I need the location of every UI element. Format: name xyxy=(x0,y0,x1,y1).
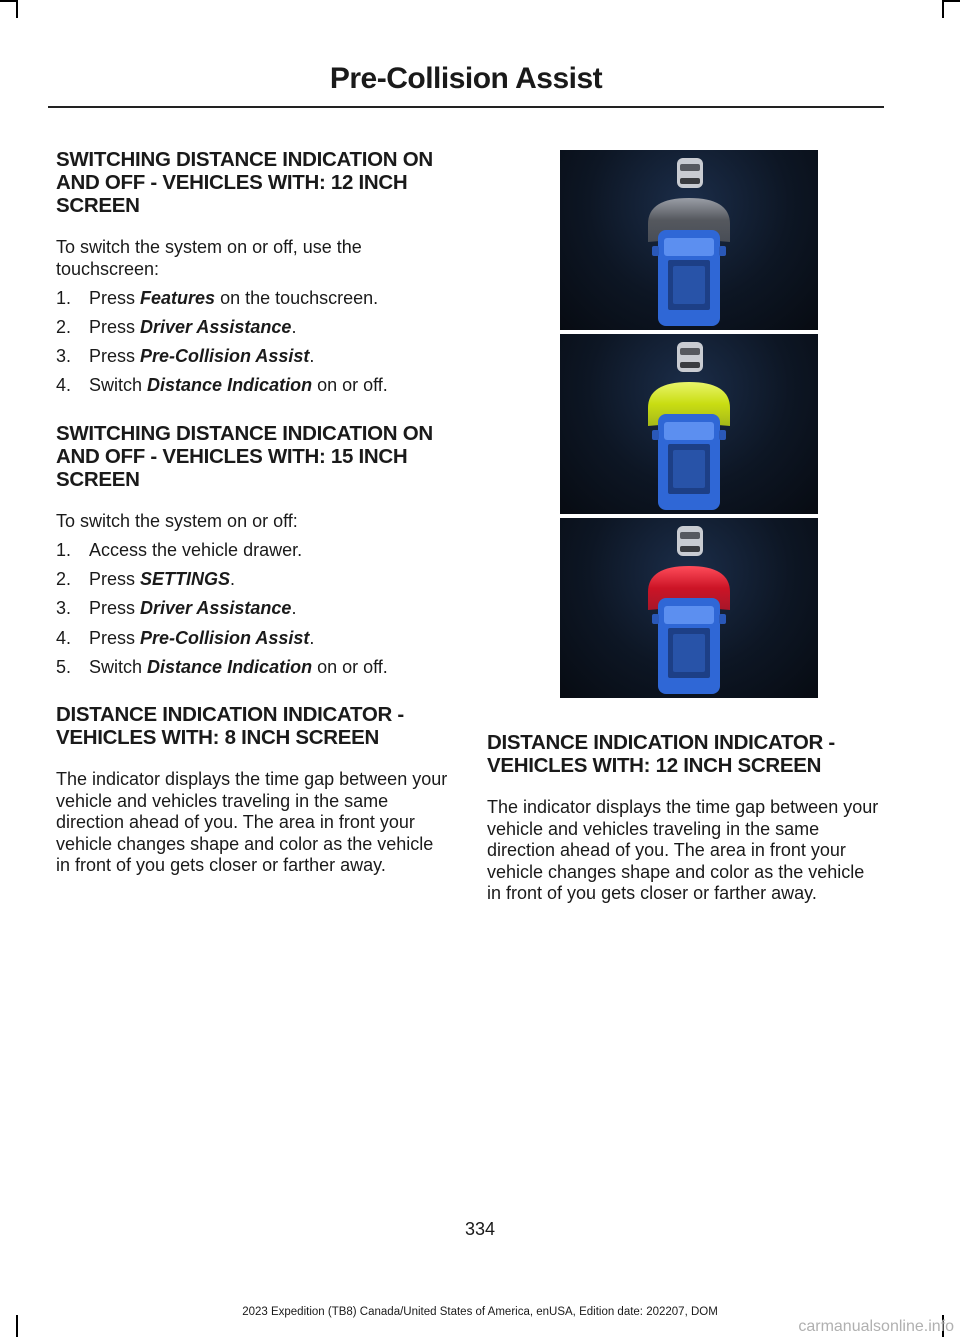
right-column xyxy=(487,731,881,930)
step-text-plain: . xyxy=(230,569,236,590)
step-text-plain: Press xyxy=(89,317,141,338)
step-text xyxy=(89,346,314,368)
step-control-name: Distance Indication xyxy=(147,656,313,677)
step-control-name: Distance Indication xyxy=(147,375,313,396)
watermark: carmanualsonline.info xyxy=(798,1318,954,1335)
section-heading: DISTANCE INDICATION INDICATOR - VEHICLES WITH: 8 INCH SCREEN xyxy=(56,703,404,750)
step-text xyxy=(89,628,314,650)
step-text-plain: on or off. xyxy=(312,375,388,396)
steps-list xyxy=(56,540,448,678)
section-heading: SWITCHING DISTANCE INDICATION ON AND OFF - VEHICLES WITH: 12 INCH SCREEN xyxy=(56,148,433,217)
section-intro: To switch the system on or off: xyxy=(56,510,298,531)
step-text xyxy=(89,540,302,562)
step-text-plain: Press xyxy=(89,627,141,648)
own-vehicle xyxy=(652,598,726,694)
step-text-plain: Access the vehicle drawer. xyxy=(89,540,303,561)
crop-mark xyxy=(942,0,944,18)
truck-illustration xyxy=(560,150,818,330)
step-text-plain: . xyxy=(309,346,315,367)
truck-illustration xyxy=(560,518,818,698)
page-number: 334 xyxy=(464,1219,496,1239)
section-12-inch-switching xyxy=(56,148,448,397)
page-footer: 2023 Expedition (TB8) Canada/United States of America, enUSA, Edition date: 202207, DOM xyxy=(242,1306,718,1318)
own-vehicle xyxy=(652,230,726,326)
step-number: 2. xyxy=(56,317,72,338)
step-item xyxy=(56,317,448,339)
step-number: 1. xyxy=(56,288,72,308)
step-item xyxy=(56,628,448,650)
page-title: Pre-Collision Assist xyxy=(329,62,603,95)
step-text xyxy=(89,657,388,679)
distance-indication-figure-gray xyxy=(560,150,818,330)
crop-mark xyxy=(16,1315,18,1337)
step-item xyxy=(56,540,448,562)
step-text-plain: Switch xyxy=(89,656,148,677)
step-control-name: Pre-Collision Assist xyxy=(140,346,310,367)
lead-vehicle xyxy=(677,158,703,188)
crop-mark xyxy=(16,0,18,18)
step-control-name: Features xyxy=(140,288,216,308)
step-item xyxy=(56,288,448,310)
step-text xyxy=(89,288,378,310)
section-heading: DISTANCE INDICATION INDICATOR - VEHICLES WITH: 12 INCH SCREEN xyxy=(487,731,835,777)
left-column xyxy=(56,148,448,902)
step-control-name: SETTINGS xyxy=(140,569,231,590)
step-item xyxy=(56,569,448,591)
step-text-plain: on or off. xyxy=(312,656,388,677)
page-header xyxy=(48,62,884,108)
truck-illustration xyxy=(560,334,818,514)
step-text-plain: on the touchscreen. xyxy=(215,288,379,308)
step-text-plain: Press xyxy=(89,288,141,308)
distance-indication-figure-red xyxy=(560,518,818,698)
steps-list xyxy=(56,288,448,397)
step-control-name: Driver Assistance xyxy=(140,317,292,338)
section-8-inch-indicator xyxy=(56,703,448,877)
lead-vehicle xyxy=(677,526,703,556)
distance-indication-figure-yellow xyxy=(560,334,818,514)
step-number: 4. xyxy=(56,627,72,648)
crop-mark xyxy=(942,0,960,2)
step-text xyxy=(89,569,235,591)
section-intro: To switch the system on or off, use the touchscreen: xyxy=(56,237,362,279)
step-control-name: Driver Assistance xyxy=(140,598,292,619)
section-body: The indicator displays the time gap between your vehicle and vehicles traveling in the same direction ahead of you. The area in front your vehicle changes shape and color as the vehicle in front of you gets closer or farther away. xyxy=(56,769,448,876)
step-number: 3. xyxy=(56,598,72,619)
step-item xyxy=(56,375,448,397)
step-control-name: Pre-Collision Assist xyxy=(140,627,310,648)
step-text xyxy=(89,317,296,339)
step-number: 5. xyxy=(56,656,72,677)
step-text-plain: Press xyxy=(89,569,141,590)
step-text xyxy=(89,598,296,620)
step-text-plain: Press xyxy=(89,346,141,367)
step-text-plain: Press xyxy=(89,598,141,619)
step-text-plain: . xyxy=(291,317,297,338)
lead-vehicle xyxy=(677,342,703,372)
step-number: 1. xyxy=(56,540,72,561)
step-item xyxy=(56,598,448,620)
section-12-inch-indicator xyxy=(487,731,881,905)
section-body: The indicator displays the time gap between your vehicle and vehicles traveling in the same direction ahead of you. The area in front your vehicle changes shape and color as the vehicle in front of you gets closer or farther away. xyxy=(487,797,879,903)
section-heading: SWITCHING DISTANCE INDICATION ON AND OFF - VEHICLES WITH: 15 INCH SCREEN xyxy=(56,421,433,491)
step-item xyxy=(56,346,448,368)
own-vehicle xyxy=(652,414,726,510)
step-text-plain: Switch xyxy=(89,375,148,396)
step-number: 2. xyxy=(56,569,72,590)
section-15-inch-switching xyxy=(56,422,448,678)
step-text-plain: . xyxy=(309,627,315,648)
step-text xyxy=(89,375,388,397)
step-number: 4. xyxy=(56,375,72,396)
step-text-plain: . xyxy=(291,598,297,619)
step-item xyxy=(56,657,448,679)
step-number: 3. xyxy=(56,346,72,367)
